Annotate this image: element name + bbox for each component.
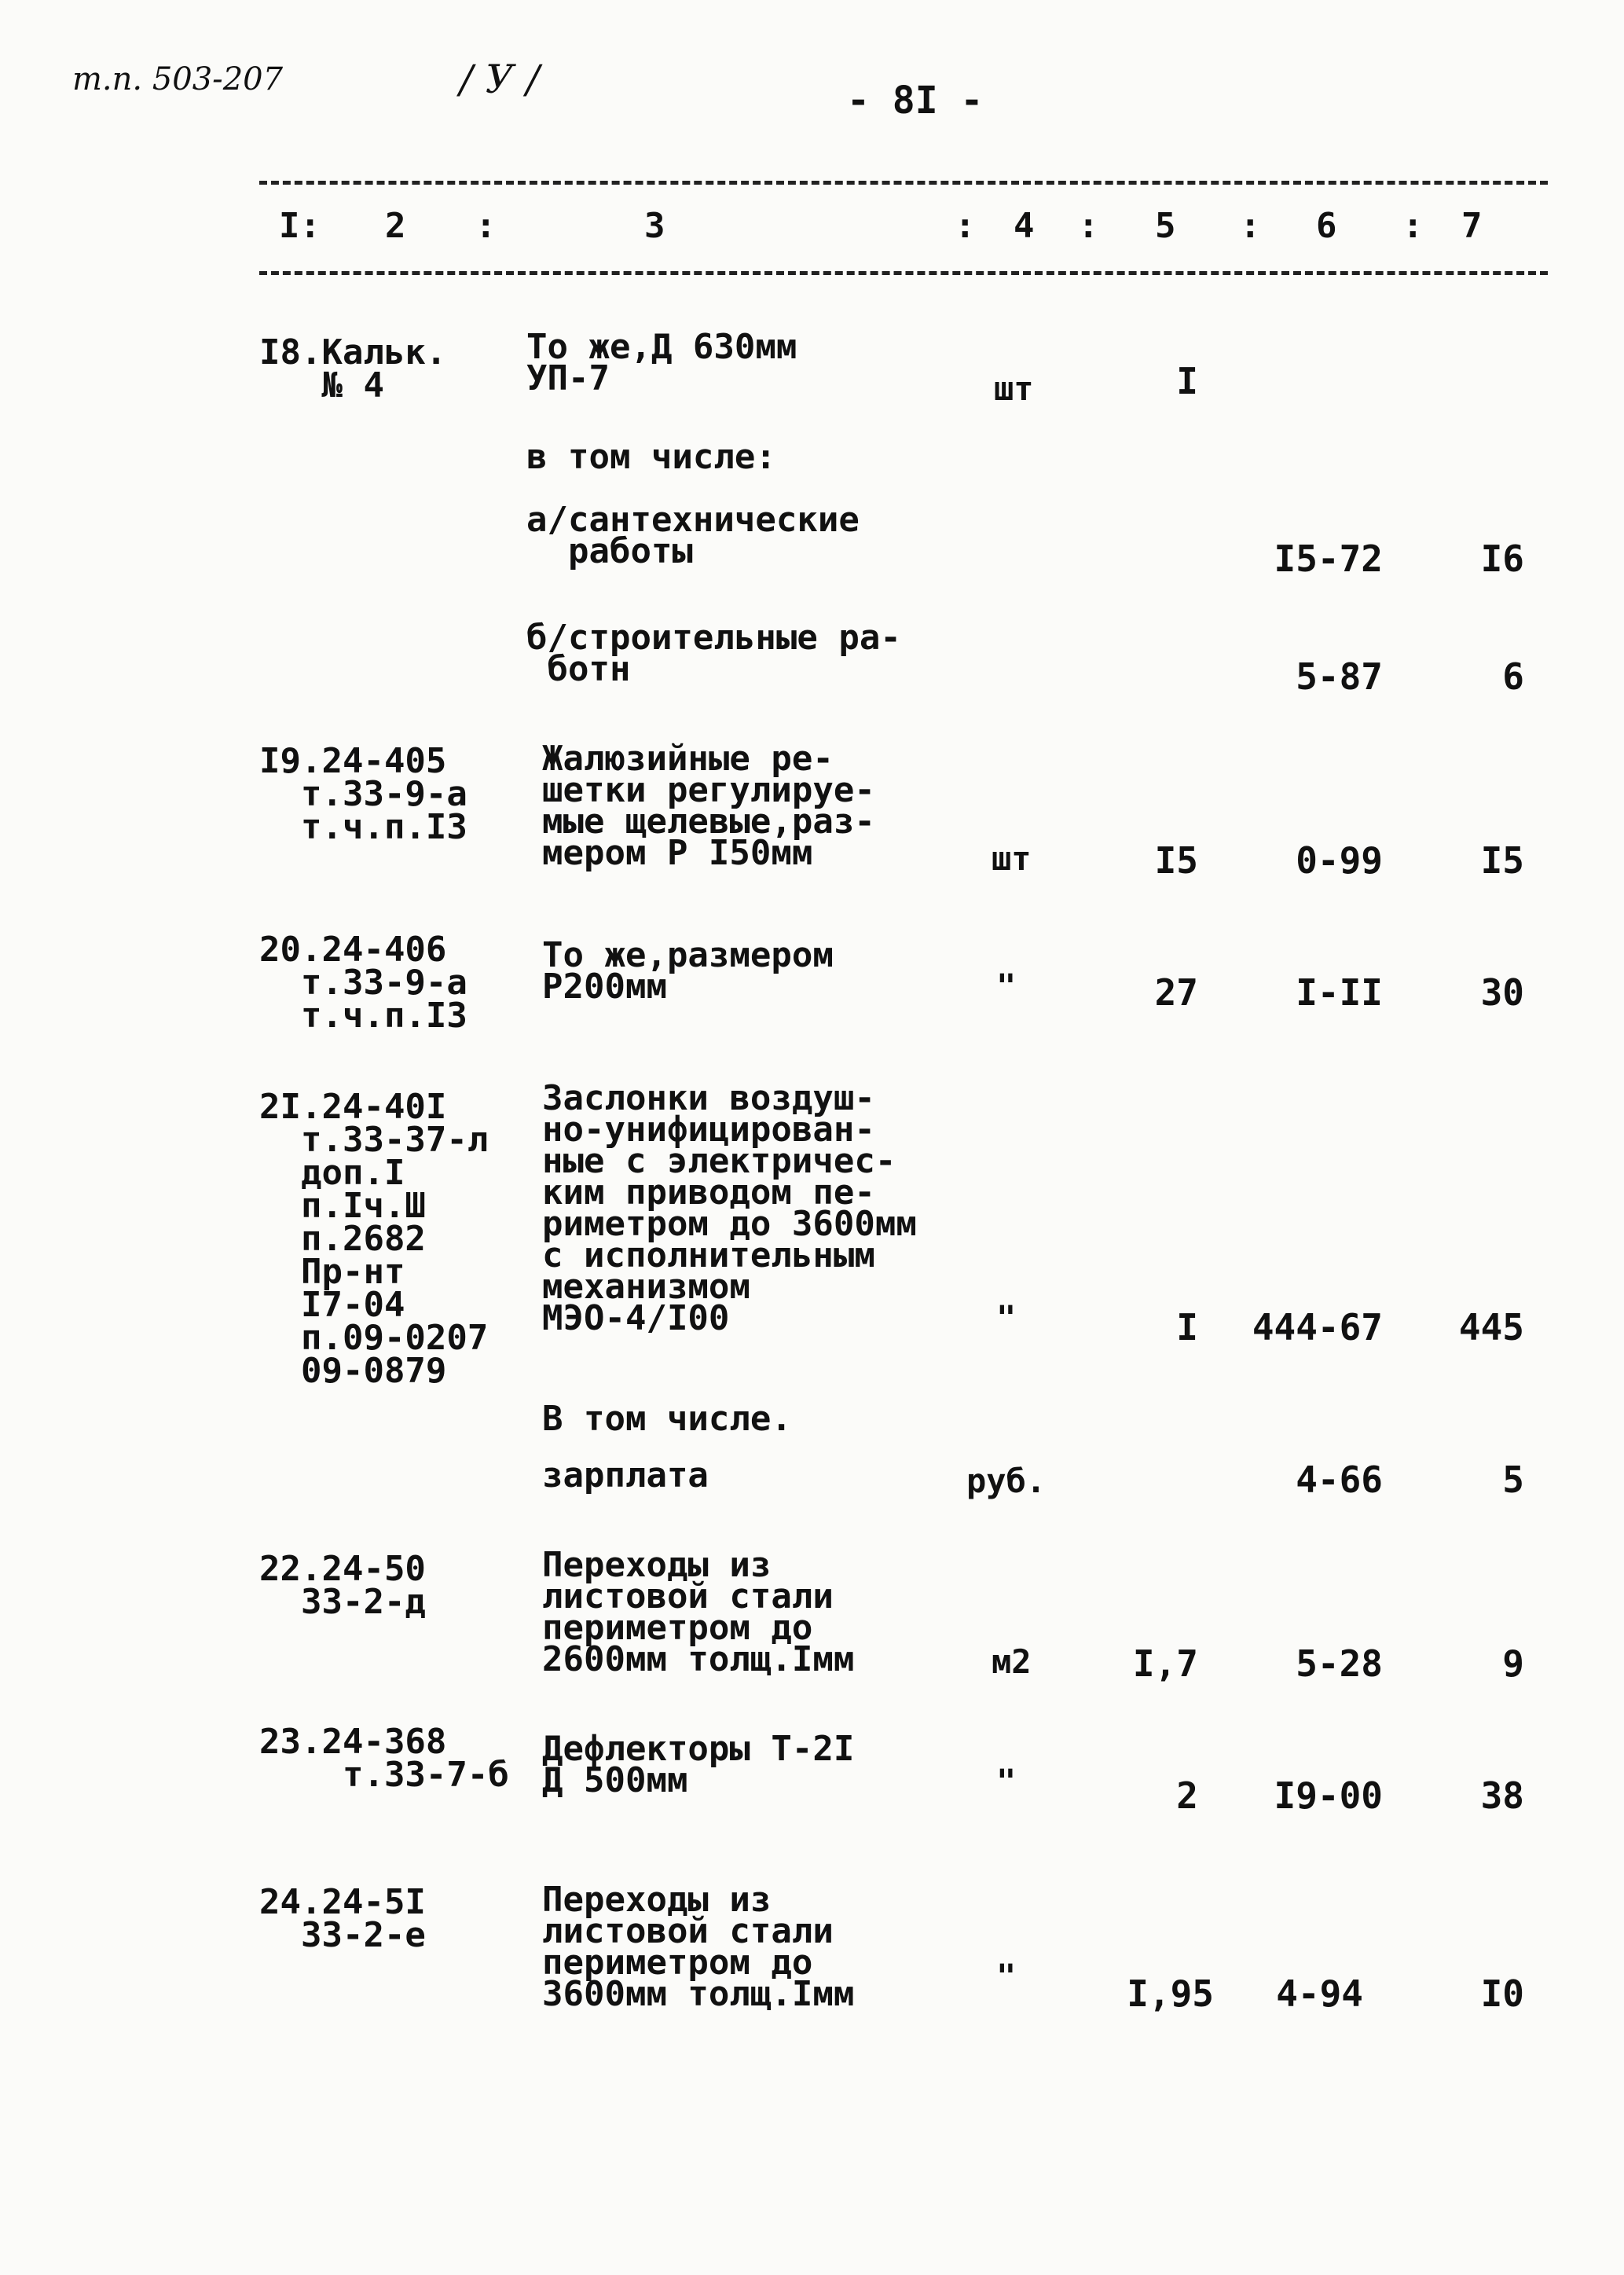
- unit-cell: шт: [992, 839, 1032, 878]
- total-cell: I0: [1480, 1972, 1524, 2015]
- price-cell: 4-66: [1296, 1459, 1383, 1501]
- price-cell: 4-94: [1276, 1972, 1363, 2015]
- total-cell: I5: [1480, 839, 1524, 882]
- column-header-4: 3: [644, 206, 665, 246]
- code-cell: 22.24-50 33-2-д: [259, 1549, 426, 1622]
- total-cell: I6: [1480, 538, 1524, 580]
- price-cell: 5-87: [1296, 655, 1383, 698]
- price-cell: 5-28: [1296, 1642, 1383, 1685]
- quantity-cell: 2: [1176, 1774, 1198, 1817]
- price-cell: 0-99: [1296, 839, 1383, 882]
- column-header-2: 2: [385, 206, 406, 246]
- description-cell: Переходы из листовой стали периметром до 3600мм толщ.Iмм: [542, 1880, 855, 2014]
- code-cell: I9.24-405 т.33-9-а т.ч.п.I3: [259, 741, 467, 847]
- unit-cell: ": [996, 1957, 1017, 1995]
- header-rule-top: [259, 181, 1548, 185]
- quantity-cell: 27: [1154, 971, 1198, 1014]
- column-header-8: 5: [1155, 206, 1176, 246]
- code-cell: 24.24-5I 33-2-е: [259, 1882, 426, 1955]
- quantity-cell: I,95: [1127, 1972, 1214, 2015]
- code-cell: 23.24-368 т.33-7-б: [259, 1722, 509, 1795]
- column-header-3: :: [475, 206, 497, 246]
- column-header-7: :: [1078, 206, 1099, 246]
- unit-cell: м2: [992, 1642, 1032, 1681]
- description-cell: б/строительные ра- ботн: [526, 618, 901, 689]
- document-reference: т.п. 503-207: [72, 61, 284, 97]
- column-header-6: 4: [1014, 206, 1035, 246]
- unit-cell: ": [996, 1762, 1017, 1800]
- description-cell: Переходы из листовой стали периметром до 2600мм толщ.Iмм: [542, 1545, 855, 1679]
- description-cell: В том числе.: [542, 1399, 792, 1439]
- description-cell: зарплата: [542, 1455, 709, 1495]
- description-cell: То же,размером Р200мм: [542, 935, 834, 1007]
- header-rule-bottom: [259, 271, 1548, 275]
- quantity-cell: I: [1176, 1306, 1198, 1348]
- total-cell: 445: [1458, 1306, 1524, 1348]
- column-header-10: 6: [1316, 206, 1337, 246]
- unit-cell: шт: [994, 369, 1034, 408]
- code-cell: I8.Кальк. № 4: [259, 332, 447, 405]
- description-cell: Дефлекторы Т-2I Д 500мм: [542, 1729, 855, 1800]
- price-cell: I5-72: [1274, 538, 1383, 580]
- column-header-1: I:: [279, 206, 321, 246]
- page-number: - 8I -: [847, 79, 984, 123]
- column-header-11: :: [1402, 206, 1424, 246]
- unit-cell: ": [996, 967, 1017, 1005]
- description-cell: а/сантехнические работы: [526, 500, 860, 571]
- description-cell: в том числе:: [526, 437, 776, 477]
- quantity-cell: I: [1176, 360, 1198, 402]
- price-cell: I-II: [1296, 971, 1383, 1014]
- total-cell: 38: [1480, 1774, 1524, 1817]
- code-cell: 20.24-406 т.33-9-а т.ч.п.I3: [259, 930, 467, 1036]
- column-header-9: :: [1240, 206, 1261, 246]
- unit-cell: ": [996, 1298, 1017, 1337]
- column-header-12: 7: [1461, 206, 1483, 246]
- unit-cell: руб.: [966, 1462, 1047, 1500]
- price-cell: I9-00: [1274, 1774, 1383, 1817]
- total-cell: 9: [1502, 1642, 1524, 1685]
- quantity-cell: I5: [1154, 839, 1198, 882]
- total-cell: 6: [1502, 655, 1524, 698]
- description-cell: Заслонки воздуш- но-унифицирован- ные с электричес- ким приводом пе- риметром до 3600мм с исполнительным механизмом МЭО-4/I00: [542, 1078, 917, 1338]
- total-cell: 30: [1480, 971, 1524, 1014]
- section-mark: / У /: [460, 57, 540, 102]
- total-cell: 5: [1502, 1459, 1524, 1501]
- description-cell: То же,Д 630мм УП-7: [526, 327, 797, 398]
- code-cell: 2I.24-40I т.33-37-л доп.I п.Iч.Ш п.2682 Пр-нт I7-04 п.09-0207 09-0879: [259, 1087, 489, 1391]
- quantity-cell: I,7: [1132, 1642, 1198, 1685]
- column-header-5: :: [955, 206, 976, 246]
- description-cell: Жалюзийные ре- шетки регулируе- мые щелевые,раз- мером Р I50мм: [542, 739, 875, 873]
- price-cell: 444-67: [1252, 1306, 1383, 1348]
